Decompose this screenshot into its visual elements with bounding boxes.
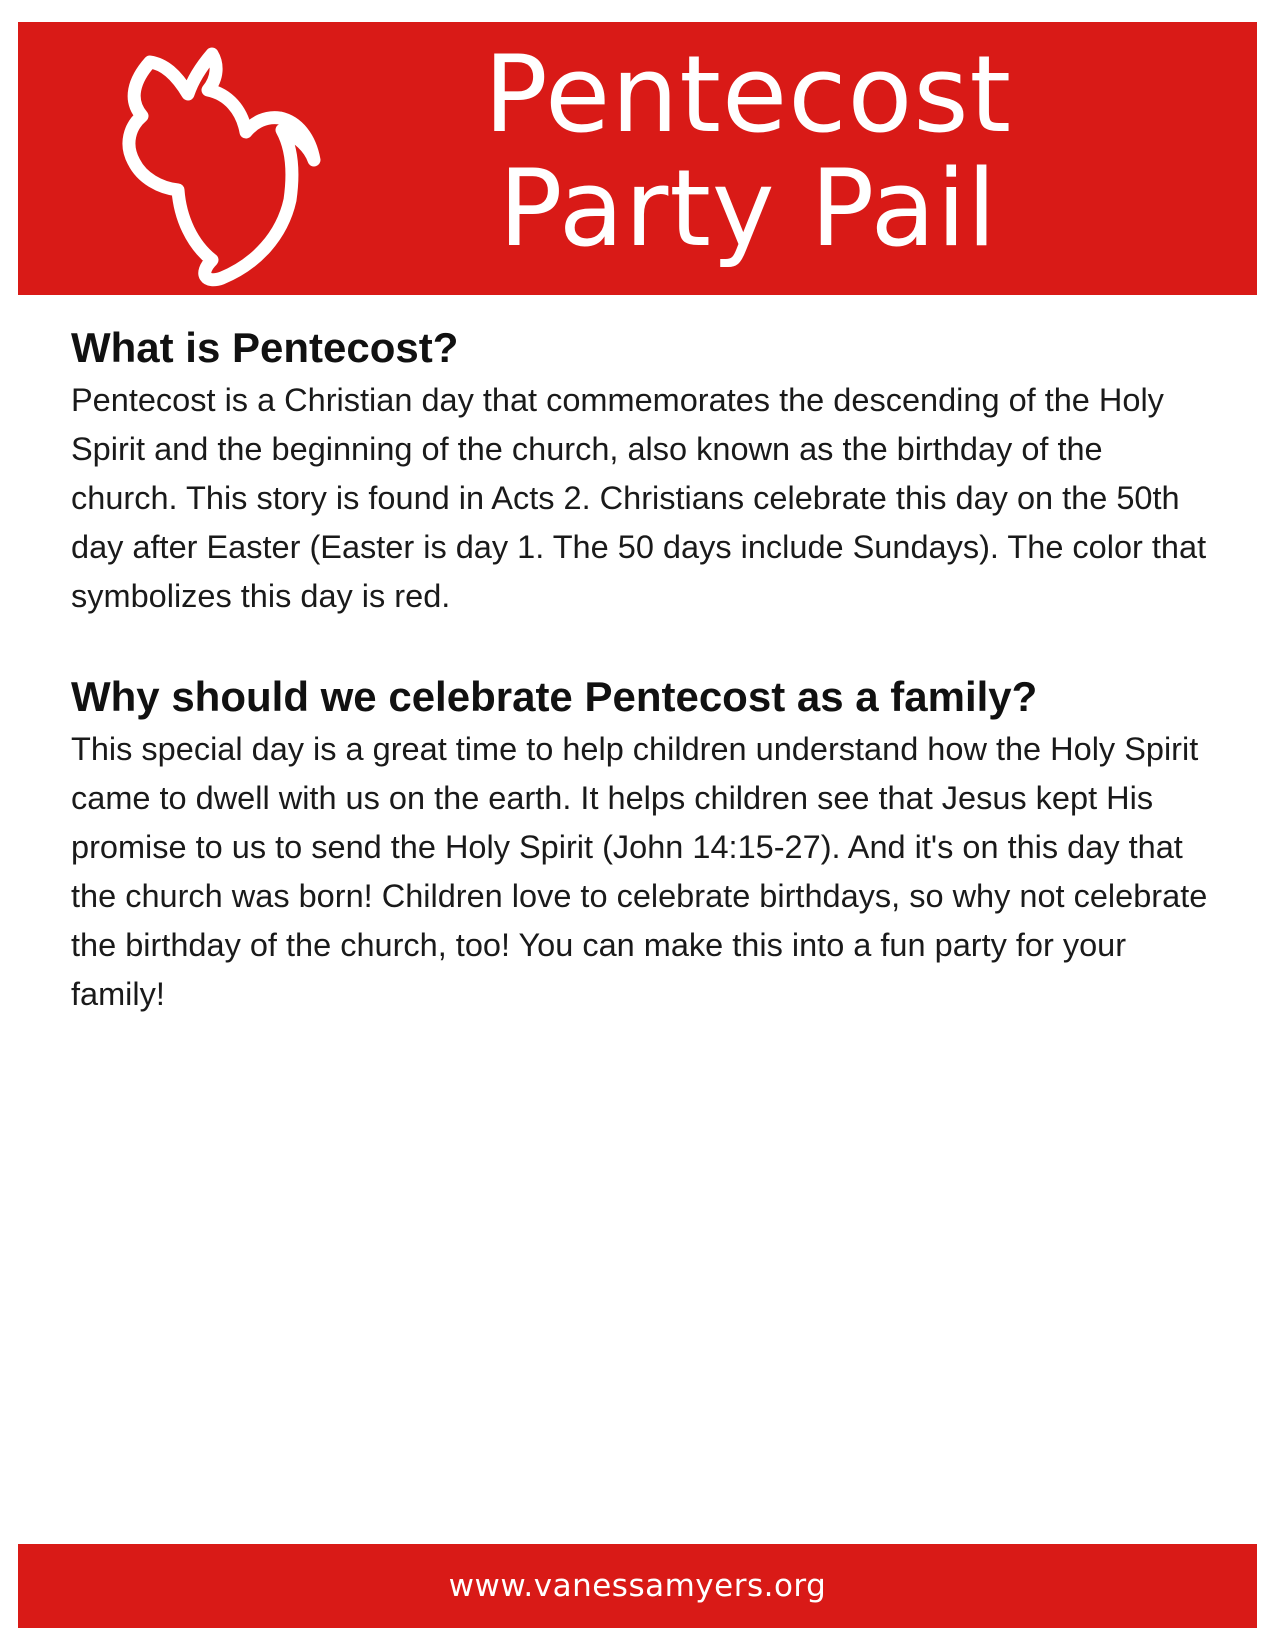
header-banner [18,22,1257,295]
page-title [348,33,1148,270]
dove-icon [106,38,346,288]
title-line-1: Pentecost [483,33,1013,156]
main-content [71,320,1211,1019]
footer-url: www.vanessamyers.org [448,1568,827,1604]
section-body: Pentecost is a Christian day that commemorates the descending of the Holy Spirit and the beginning of the church, also known as the birthday of the church. This story is found in Acts 2. Christians celebrate this day on the 50th day after Easter (Easter is day 1. The 50 days include Sundays). The color that symbolizes this day is red. [71,382,1207,614]
section-heading: What is Pentecost? [71,324,459,371]
section-why-celebrate [71,669,1211,1019]
title-line-2: Party Pail [498,147,998,270]
section-body: This special day is a great time to help children understand how the Holy Spirit came to dwell with us on the earth. It helps children see that Jesus kept His promise to us to send the Holy Spirit (John 14:15-27). And it's on this day that the church was born! Children love to celebrate birthdays, so why not celebrate the birthday of the church, too! You can make this into a fun party for your family! [71,731,1208,1012]
footer-banner [18,1544,1257,1628]
section-heading: Why should we celebrate Pentecost as a family? [71,673,1038,720]
section-what-is-pentecost [71,320,1211,621]
